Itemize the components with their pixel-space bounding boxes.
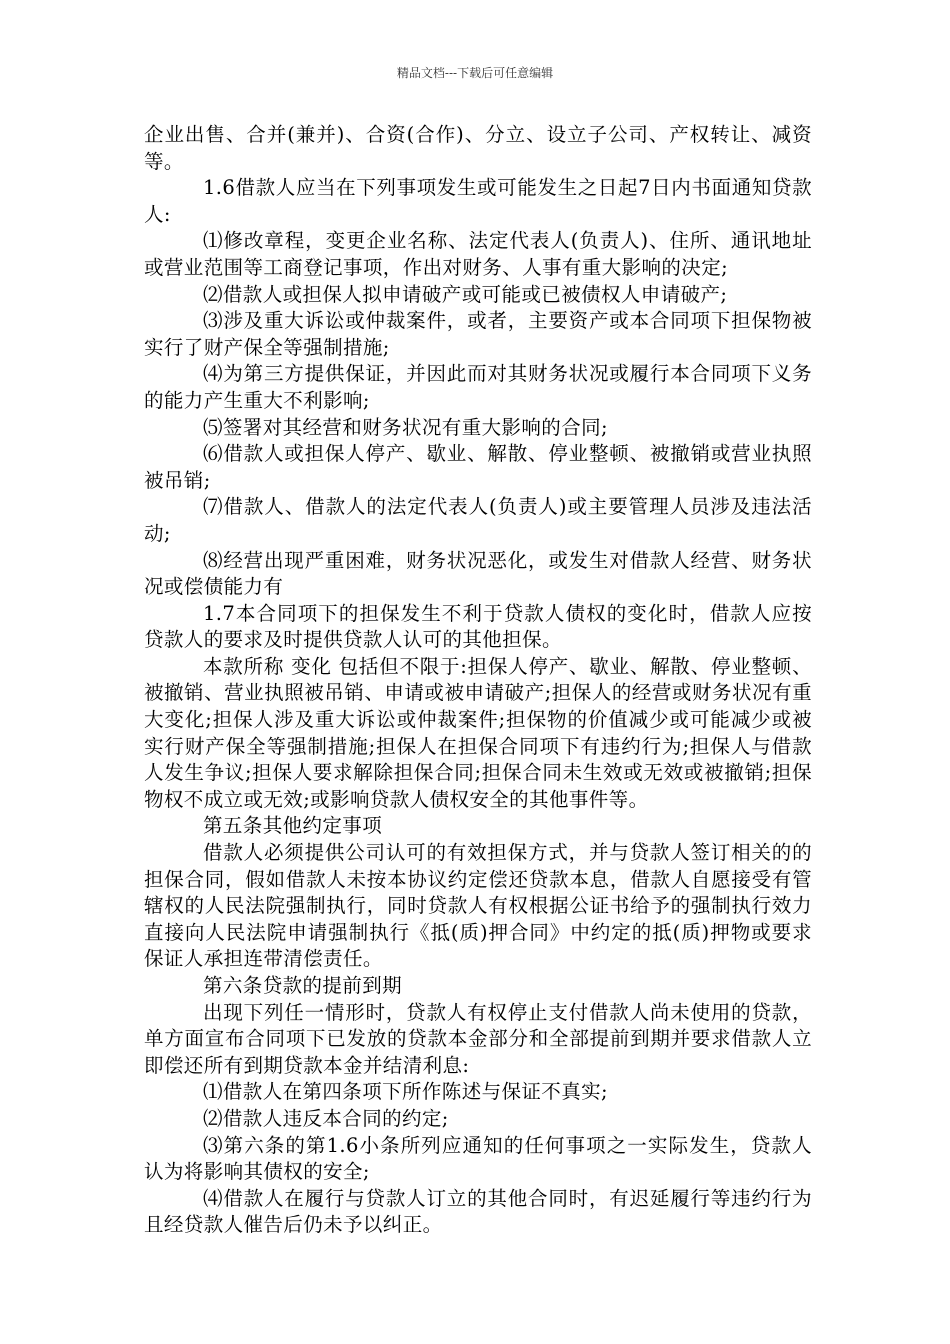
list-item: ⑷为第三方提供保证，并因此而对其财务状况或履行本合同项下义务的能力产生重大不利影响; <box>144 362 812 412</box>
paragraph: 企业出售、合并(兼并)、合资(合作)、分立、设立子公司、产权转让、减资等。 <box>144 123 812 173</box>
list-item: ⑸签署对其经营和财务状况有重大影响的合同; <box>203 415 608 439</box>
list-item: ⑶涉及重大诉讼或仲裁案件，或者，主要资产或本合同项下担保物被实行了财产保全等强制措施; <box>144 309 812 359</box>
list-item: ⑻经营出现严重困难，财务状况恶化，或发生对借款人经营、财务状况或偿债能力有 <box>144 548 812 599</box>
list-item: ⑹借款人或担保人停产、歇业、解散、停业整顿、被撤销或营业执照被吊销; <box>144 442 812 492</box>
list-item: ⑷借款人在履行与贷款人订立的其他合同时，有迟延履行等违约行为且经贷款人催告后仍未予以纠正。 <box>144 1186 812 1237</box>
list-item: ⑶第六条的第1.6小条所列应通知的任何事项之一实际发生，贷款人认为将影响其债权的安全; <box>144 1133 812 1184</box>
page-header: 精品文档---下载后可任意编辑 <box>396 66 554 80</box>
list-item: ⑴修改章程，变更企业名称、法定代表人(负责人)、住所、通讯地址或营业范围等工商登记事项，作出对财务、人事有重大影响的决定; <box>144 229 812 279</box>
paragraph: 1.7本合同项下的担保发生不利于贷款人债权的变化时，借款人应按贷款人的要求及时提供贷款人认可的其他担保。 <box>144 601 812 652</box>
paragraph: 1.6借款人应当在下列事项发生或可能发生之日起7日内书面通知贷款人: <box>144 176 812 226</box>
section-heading: 第五条其他约定事项 <box>203 814 383 838</box>
document-body <box>144 122 812 1239</box>
list-item: ⑵借款人违反本合同的约定; <box>203 1106 449 1130</box>
paragraph: 出现下列任一情形时，贷款人有权停止支付借款人尚未使用的贷款，单方面宣布合同项下已发放的贷款本金部分和全部提前到期并要求借款人立即偿还所有到期贷款本金并结清利息: <box>144 1000 812 1077</box>
list-item: ⑺借款人、借款人的法定代表人(负责人)或主要管理人员涉及违法活动; <box>144 495 812 545</box>
paragraph: 借款人必须提供公司认可的有效担保方式，并与贷款人签订相关的的担保合同，假如借款人未按本协议约定偿还贷款本息，借款人自愿接受有管辖权的人民法院强制执行，同时贷款人有权根据公证书给予的强制执行效力直接向人民法院申请强制执行《抵(质)押合同》中约定的抵(质)押物或要求保证人承担连带清偿责任。 <box>144 841 812 971</box>
list-item: ⑴借款人在第四条项下所作陈述与保证不真实; <box>203 1080 608 1104</box>
section-heading: 第六条贷款的提前到期 <box>203 974 403 997</box>
paragraph: 本款所称 变化 包括但不限于:担保人停产、歇业、解散、停业整顿、被撤销、营业执照被吊销、申请或被申请破产;担保人的经营或财务状况有重大变化;担保人涉及重大诉讼或仲裁案件;担保物的价值减少或可能减少或被实行财产保全等强制措施;担保人在担保合同项下有违约行为;担保人与借款人发生争议;担保人要求解除担保合同;担保合同未生效或无效或被撤销;担保物权不成立或无效;或影响贷款人债权安全的其他事件等。 <box>144 654 812 811</box>
list-item: ⑵借款人或担保人拟申请破产或可能或已被债权人申请破产; <box>203 282 728 306</box>
